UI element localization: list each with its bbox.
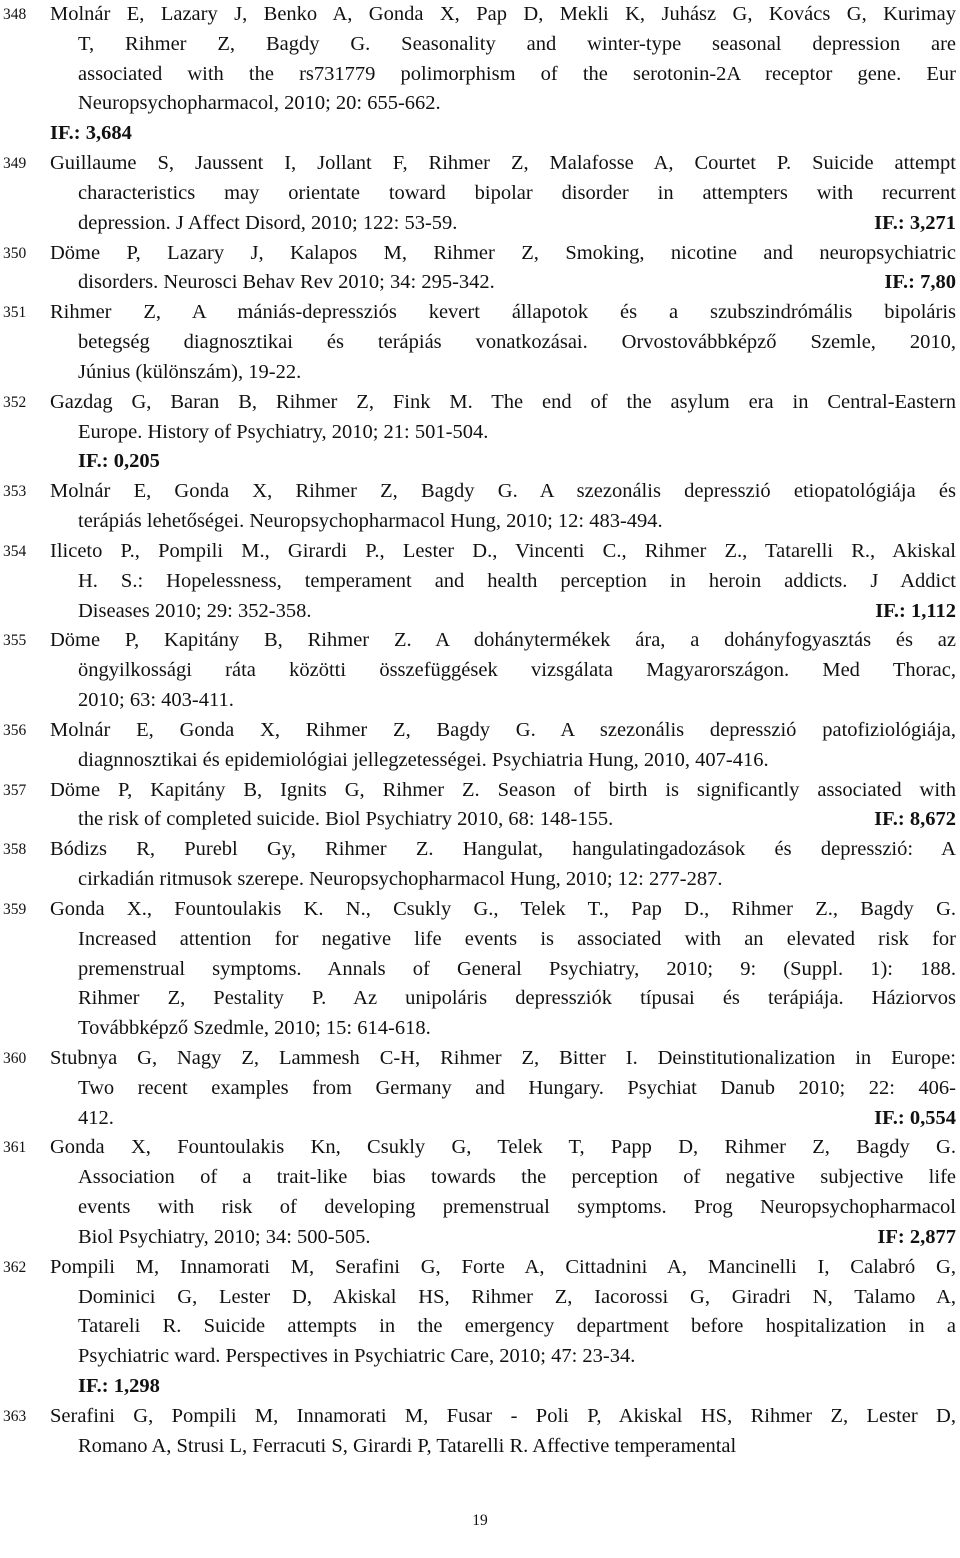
reference-text-body: Molnár E, Gonda X, Rihmer Z, Bagdy G. A szezonális depresszió etiopatológiája és [50,480,956,503]
reference-line [0,925,960,955]
reference-text [50,239,956,269]
reference-text [78,507,956,537]
reference-text [78,268,956,298]
reference-text-body: Guillaume S, Jaussent I, Jollant F, Rihmer Z, Malafosse A, Courtet P. Suicide attempt [50,152,956,175]
reference-line [0,1253,960,1283]
impact-factor-line [0,447,960,477]
reference-text-body: diagnnosztikai és epidemiológiai jellegzetességei. Psychiatria Hung, 2010, 407-416. [78,748,769,771]
reference-line [0,60,960,90]
reference-text [78,925,956,955]
reference-line [0,30,960,60]
impact-factor: IF: 2,877 [877,1225,956,1248]
reference-number: 363 [3,1407,27,1425]
reference-text [50,776,956,806]
reference-text [50,895,956,925]
reference-text-body: Diseases 2010; 29: 352-358. [78,599,312,622]
impact-factor: IF.: 3,271 [874,211,956,234]
reference-text-body: Döme P, Kapitány B, Ignits G, Rihmer Z. Season of birth is significantly associated with [50,778,956,801]
reference-line [0,746,960,776]
reference-text [50,298,956,328]
reference-text-body: Bódizs R, Purebl Gy, Rihmer Z. Hangulat, hangulatingadozások és depresszió: A [50,838,956,861]
reference-text-body: Two recent examples from Germany and Hungary. Psychiat Danub 2010; 22: 406- [78,1076,956,1099]
reference-text-body: Döme P, Lazary J, Kalapos M, Rihmer Z, Smoking, nicotine and neuropsychiatric [50,241,956,264]
reference-entry [0,298,960,387]
reference-line [0,358,960,388]
reference-text-body: Döme P, Kapitány B, Rihmer Z. A dohánytermékek ára, a dohányfogyasztás és az [50,629,956,652]
reference-text-body: Molnár E, Lazary J, Benko A, Gonda X, Pap D, Mekli K, Juhász G, Kovács G, Kurimay [50,3,956,25]
reference-text [78,955,956,985]
impact-factor: IF.: 0,205 [78,450,160,473]
reference-text-body: Június (különszám), 19-22. [78,360,302,383]
reference-line [0,328,960,358]
reference-line [0,1133,960,1163]
reference-entry [0,835,960,895]
reference-text-body: Gonda X., Fountoulakis K. N., Csukly G., Telek T., Pap D., Rihmer Z., Bagdy G. [50,897,956,920]
reference-text-body: Stubnya G, Nagy Z, Lammesh C-H, Rihmer Z, Bitter I. Deinstitutionalization in Europe: [50,1046,956,1069]
reference-line [0,179,960,209]
reference-entry [0,1044,960,1133]
reference-text [78,805,956,835]
reference-text-body: 2010; 63: 403-411. [78,689,234,712]
reference-line [0,1432,960,1462]
reference-text-body: the risk of completed suicide. Biol Psychiatry 2010, 68: 148-155. [78,808,614,831]
reference-number: 361 [3,1139,27,1157]
reference-text-body: Biol Psychiatry, 2010; 34: 500-505. [78,1225,371,1248]
reference-line [0,656,960,686]
reference-line [0,1312,960,1342]
reference-text [78,1074,956,1104]
reference-line [0,388,960,418]
reference-text-body: Továbbképző Szedmle, 2010; 15: 614-618. [78,1017,431,1040]
page-number: 19 [472,1512,488,1529]
reference-number: 352 [3,393,27,411]
reference-entry [0,537,960,626]
reference-line [0,1223,960,1253]
reference-entry [0,388,960,477]
reference-text [78,865,956,895]
reference-entry [0,895,960,1044]
reference-entry [0,477,960,537]
reference-line [0,567,960,597]
reference-number: 350 [3,244,27,262]
reference-line [0,805,960,835]
reference-line [0,1074,960,1104]
reference-line [0,239,960,269]
reference-text [78,1163,956,1193]
reference-text-body: Iliceto P., Pompili M., Girardi P., Lester D., Vincenti C., Rihmer Z., Tatarelli R., Akiskal [50,539,956,562]
reference-text [78,209,956,239]
reference-text [78,1342,956,1372]
reference-text [50,1133,956,1163]
reference-entry [0,0,960,119]
reference-text-body: Serafini G, Pompili M, Innamorati M, Fusar - Poli P, Akiskal HS, Rihmer Z, Lester D, [50,1404,956,1427]
reference-text-body: Increased attention for negative life events is associated with an elevated risk for [78,927,956,950]
reference-line [0,0,960,30]
reference-text-body: depression. J Affect Disord, 2010; 122: 53-59. [78,211,458,234]
reference-number: 359 [3,900,27,918]
reference-text [50,626,956,656]
reference-line [0,865,960,895]
reference-text [50,149,956,179]
reference-text [78,1104,956,1134]
reference-text [50,835,956,865]
reference-text-body: Association of a trait-like bias towards the perception of negative subjective life [78,1166,956,1189]
reference-text [78,60,956,90]
reference-text [78,1432,956,1462]
reference-line [0,1342,960,1372]
impact-factor-line [0,119,960,149]
reference-number: 357 [3,781,27,799]
reference-line [0,1014,960,1044]
reference-text-body: associated with the rs731779 polimorphism of the serotonin-2A receptor gene. Eur [78,62,956,85]
reference-text [78,686,956,716]
reference-entry [0,239,960,299]
reference-line [0,418,960,448]
impact-factor: IF.: 0,554 [874,1106,956,1129]
reference-text [78,1014,956,1044]
reference-text-body: H. S.: Hopelessness, temperament and health perception in heroin addicts. J Addict [78,569,956,592]
impact-factor: IF.: 7,80 [884,271,956,294]
reference-text [50,716,956,746]
reference-text [50,1253,956,1283]
reference-line [0,776,960,806]
reference-number: 349 [3,155,27,173]
reference-text [78,179,956,209]
reference-line [0,507,960,537]
reference-number: 353 [3,483,27,501]
reference-text-body: Neuropsychopharmacol, 2010; 20: 655-662. [78,92,441,115]
impact-factor: IF.: 1,112 [875,599,956,622]
reference-line [0,149,960,179]
reference-text-body: disorders. Neurosci Behav Rev 2010; 34: 295-342. [78,271,495,294]
reference-text-body: Dominici G, Lester D, Akiskal HS, Rihmer Z, Iacorossi G, Giradri N, Talamo A, [78,1285,956,1308]
reference-text [50,388,956,418]
reference-line [0,686,960,716]
reference-line [0,895,960,925]
reference-text [78,984,956,1014]
reference-entry [0,776,960,836]
reference-line [0,268,960,298]
reference-line [0,298,960,328]
impact-factor: IF.: 3,684 [50,122,132,145]
reference-text [78,89,956,119]
reference-text-body: Gazdag G, Baran B, Rihmer Z, Fink M. The end of the asylum era in Central-Eastern [50,390,956,413]
reference-text [78,418,956,448]
reference-text-body: Psychiatric ward. Perspectives in Psychiatric Care, 2010; 47: 23-34. [78,1345,636,1368]
impact-factor-line [0,1372,960,1402]
reference-line [0,1193,960,1223]
reference-line [0,597,960,627]
reference-line [0,477,960,507]
reference-text [78,30,956,60]
reference-line [0,1163,960,1193]
reference-number: 362 [3,1258,27,1276]
reference-text [78,1193,956,1223]
reference-text-body: Rihmer Z, Pestality P. Az unipoláris depressziók típusai és terápiája. Háziorvos [78,987,956,1010]
reference-text [78,597,956,627]
reference-line [0,89,960,119]
reference-entry [0,1133,960,1252]
reference-text [78,746,956,776]
reference-entry [0,626,960,715]
reference-entry [0,1402,960,1462]
reference-text [78,1223,956,1253]
reference-text [78,1283,956,1313]
reference-line [0,835,960,865]
reference-number: 355 [3,632,27,650]
reference-number: 358 [3,841,27,859]
reference-text-body: Rihmer Z, A mániás-depressziós kevert állapotok és a szubszindrómális bipoláris [50,301,956,324]
reference-line [0,716,960,746]
reference-text-body: betegség diagnosztikai és terápiás vonatkozásai. Orvostovábbképző Szemle, 2010, [78,331,956,354]
impact-factor: IF.: 1,298 [78,1375,160,1398]
reference-text-body: Molnár E, Gonda X, Rihmer Z, Bagdy G. A szezonális depresszió patofiziológiája, [50,718,956,741]
reference-entry [0,716,960,776]
reference-line [0,1104,960,1134]
reference-text-body: cirkadián ritmusok szerepe. Neuropsychopharmacol Hung, 2010; 12: 277-287. [78,868,723,891]
reference-line [0,209,960,239]
reference-text-body: terápiás lehetőségei. Neuropsychopharmacol Hung, 2010; 12: 483-494. [78,510,663,533]
reference-number: 351 [3,304,27,322]
reference-text [78,328,956,358]
reference-text-body: Romano A, Strusi L, Ferracuti S, Girardi P, Tatarelli R. Affective temperamental [78,1434,737,1457]
reference-line [0,955,960,985]
reference-text-body: öngyilkossági ráta közötti összefüggések vizsgálata Magyarországon. Med Thorac, [78,659,956,682]
reference-text-body: 412. [78,1106,114,1129]
reference-text-body: premenstrual symptoms. Annals of General Psychiatry, 2010; 9: (Suppl. 1): 188. [78,957,956,980]
reference-number: 354 [3,542,27,560]
reference-number: 360 [3,1049,27,1067]
reference-entry [0,1253,960,1402]
reference-text [78,358,956,388]
reference-text-body: characteristics may orientate toward bipolar disorder in attempters with recurrent [78,181,956,204]
reference-text [50,477,956,507]
reference-line [0,1402,960,1432]
reference-text [78,567,956,597]
reference-line [0,537,960,567]
reference-number: 348 [3,6,27,23]
reference-text [78,656,956,686]
reference-text [50,1044,956,1074]
reference-line [0,626,960,656]
reference-line [0,1283,960,1313]
reference-line [0,984,960,1014]
reference-text-body: Tatareli R. Suicide attempts in the emergency department before hospitalization in a [78,1315,956,1338]
reference-text-body: events with risk of developing premenstrual symptoms. Prog Neuropsychopharmacol [78,1196,956,1219]
impact-factor: IF.: 8,672 [874,808,956,831]
reference-text [50,1402,956,1432]
reference-text-body: Pompili M, Innamorati M, Serafini G, Forte A, Cittadnini A, Mancinelli I, Calabró G, [50,1255,956,1278]
reference-entry [0,119,960,149]
reference-line [0,1044,960,1074]
reference-text [78,1312,956,1342]
reference-text-body: Gonda X, Fountoulakis Kn, Csukly G, Telek T, Papp D, Rihmer Z, Bagdy G. [50,1136,956,1159]
reference-text-body: T, Rihmer Z, Bagdy G. Seasonality and winter-type seasonal depression are [78,32,956,55]
reference-text [50,0,956,30]
reference-entry [0,149,960,238]
reference-text-body: Europe. History of Psychiatry, 2010; 21: 501-504. [78,420,489,443]
reference-number: 356 [3,721,27,739]
reference-text [50,537,956,567]
